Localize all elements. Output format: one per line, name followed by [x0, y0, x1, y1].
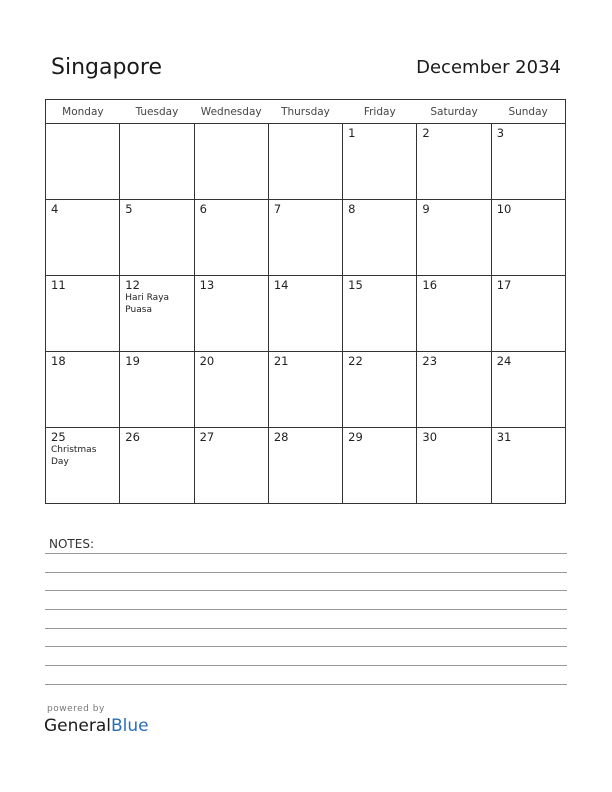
day-number: 20	[199, 354, 215, 368]
day-number: 25	[51, 430, 66, 444]
day-cell	[417, 428, 491, 504]
week-row	[46, 200, 566, 276]
day-cell	[268, 124, 342, 200]
brand-blue: Blue	[111, 716, 149, 736]
day-number: 4	[51, 202, 59, 216]
day-number: 27	[199, 430, 215, 444]
week-row	[46, 276, 566, 352]
weekday-header: Friday	[343, 100, 417, 124]
day-number: 12	[125, 278, 140, 292]
day-number: 11	[51, 278, 66, 292]
notes-label: NOTES:	[49, 537, 94, 551]
day-cell	[120, 428, 194, 504]
month-title: December 2034	[416, 57, 561, 78]
day-number: 17	[496, 278, 512, 292]
holiday-label: Hari Raya Puasa	[125, 293, 170, 315]
weekday-header-row	[46, 100, 566, 124]
week-row	[46, 352, 566, 428]
day-number: 8	[348, 202, 356, 216]
day-cell	[491, 200, 565, 276]
day-cell	[268, 352, 342, 428]
note-line	[45, 646, 567, 647]
note-line	[45, 609, 567, 610]
day-cell	[491, 352, 565, 428]
day-cell	[46, 200, 120, 276]
day-cell	[491, 428, 565, 504]
day-cell	[194, 276, 268, 352]
day-cell	[46, 276, 120, 352]
day-number: 2	[422, 126, 430, 140]
weekday-header: Monday	[46, 100, 120, 124]
day-cell	[120, 352, 194, 428]
day-cell	[46, 352, 120, 428]
day-cell	[343, 124, 417, 200]
day-cell	[491, 124, 565, 200]
day-cell	[268, 428, 342, 504]
day-number: 31	[496, 430, 512, 444]
note-line	[45, 553, 567, 554]
weekday-header: Thursday	[268, 100, 342, 124]
day-number: 3	[496, 126, 505, 140]
week-row	[46, 428, 566, 504]
day-number: 14	[273, 278, 289, 292]
weekday-header: Saturday	[417, 100, 491, 124]
day-cell	[343, 428, 417, 504]
day-cell	[491, 276, 565, 352]
day-number: 21	[273, 354, 289, 368]
day-cell	[268, 276, 342, 352]
day-cell	[194, 352, 268, 428]
day-cell	[417, 200, 491, 276]
day-number: 29	[348, 430, 363, 444]
day-number: 9	[422, 202, 430, 216]
note-line	[45, 684, 567, 685]
day-number: 16	[422, 278, 438, 292]
day-cell	[343, 200, 417, 276]
day-number: 30	[422, 430, 438, 444]
note-line	[45, 590, 567, 591]
note-line	[45, 628, 567, 629]
day-cell	[343, 352, 417, 428]
day-cell	[194, 428, 268, 504]
day-cell	[46, 428, 120, 504]
day-cell	[268, 200, 342, 276]
day-cell	[194, 124, 268, 200]
day-number: 13	[199, 278, 215, 292]
day-number: 7	[273, 202, 282, 216]
day-number: 22	[348, 354, 363, 368]
weekday-header: Sunday	[491, 100, 565, 124]
day-number: 23	[422, 354, 438, 368]
day-number: 1	[348, 126, 356, 140]
day-cell	[417, 352, 491, 428]
holiday-label: Christmas Day	[51, 445, 97, 467]
day-number: 19	[125, 354, 140, 368]
day-number: 18	[51, 354, 66, 368]
generalblue-logo[interactable]	[44, 716, 149, 736]
day-number: 5	[125, 202, 133, 216]
day-cell	[46, 124, 120, 200]
weekday-header: Wednesday	[194, 100, 268, 124]
note-line	[45, 665, 567, 666]
day-cell	[417, 124, 491, 200]
day-cell	[120, 124, 194, 200]
weekday-header: Tuesday	[120, 100, 194, 124]
day-cell	[120, 276, 194, 352]
day-number: 26	[125, 430, 140, 444]
day-number: 24	[496, 354, 512, 368]
day-cell	[417, 276, 491, 352]
day-cell	[120, 200, 194, 276]
brand-general: General	[44, 716, 111, 736]
country-title: Singapore	[51, 55, 162, 80]
day-cell	[194, 200, 268, 276]
day-number: 10	[496, 202, 512, 216]
day-number: 15	[348, 278, 363, 292]
day-number: 28	[273, 430, 289, 444]
powered-by-text: powered by	[47, 704, 105, 714]
week-row	[46, 124, 566, 200]
day-number: 6	[199, 202, 207, 216]
note-line	[45, 572, 567, 573]
calendar-grid	[45, 99, 566, 504]
day-cell	[343, 276, 417, 352]
